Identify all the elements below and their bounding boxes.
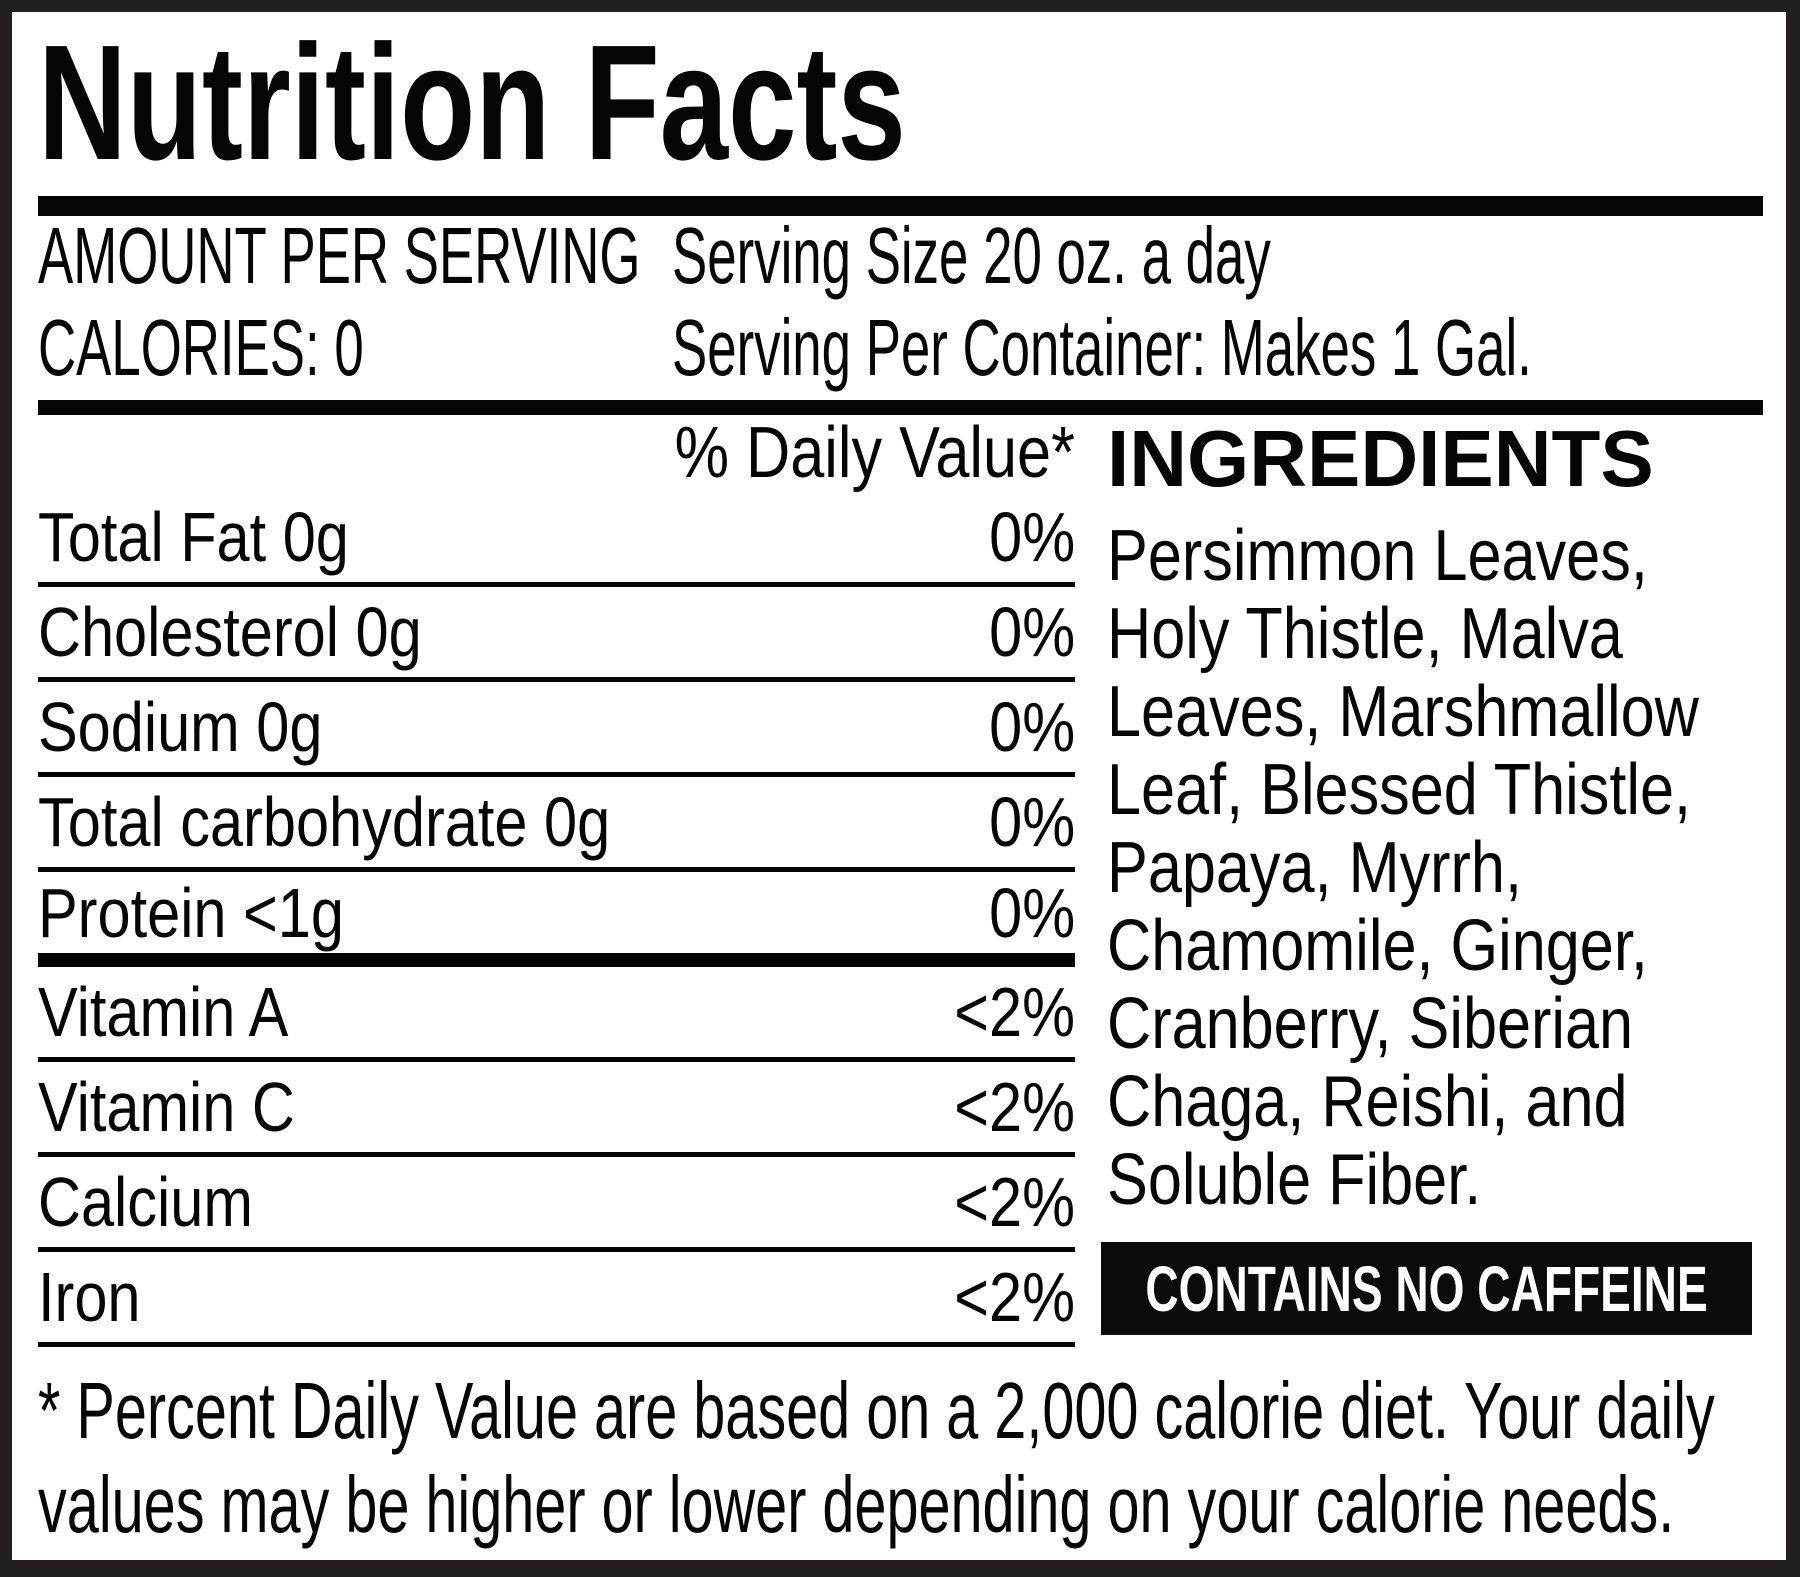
nutrient-row-vitamin-c (38, 1062, 1075, 1157)
nutrient-daily-value: 0% (989, 873, 1075, 952)
label-inner-panel (12, 12, 1786, 1560)
servings-per-container-label: Serving Per Container: Makes 1 Gal. (672, 303, 1532, 392)
nutrient-row-total-carbohydrate (38, 777, 1075, 872)
nutrient-row-cholesterol (38, 587, 1075, 682)
daily-value-footnote (38, 1364, 1786, 1552)
nutrient-daily-value: <2% (954, 1068, 1075, 1146)
ingredients-heading: INGREDIENTS (1107, 414, 1654, 503)
ingredients-line: Persimmon Leaves, (1107, 516, 1648, 596)
nutrient-name: Vitamin A (38, 973, 289, 1051)
ingredients-list (1107, 517, 1786, 1219)
nutrient-daily-value: <2% (954, 1258, 1075, 1336)
footnote-line-1: * Percent Daily Value are based on a 2,000 calorie diet. Your daily (38, 1366, 1715, 1455)
serving-size-label: Serving Size 20 oz. a day (672, 211, 1271, 300)
nutrient-row-total-fat (38, 492, 1075, 587)
nutrient-daily-value: 0% (989, 498, 1075, 576)
nutrient-name: Calcium (38, 1163, 253, 1241)
daily-value-header: % Daily Value* (674, 413, 1075, 493)
nutrient-row-protein (38, 872, 1075, 967)
caffeine-notice-banner (1101, 1242, 1752, 1335)
label-title (38, 12, 1195, 194)
nutrient-daily-value: 0% (989, 593, 1075, 671)
nutrient-daily-value: 0% (989, 688, 1075, 766)
nutrient-name: Protein <1g (38, 873, 344, 952)
ingredients-line: Chaga, Reishi, and (1107, 1062, 1628, 1142)
nutrient-name: Total carbohydrate 0g (38, 783, 611, 861)
nutrient-daily-value: <2% (954, 1163, 1075, 1241)
ingredients-line: Chamomile, Ginger, (1107, 906, 1648, 986)
nutrient-row-calcium (38, 1157, 1075, 1252)
nutrient-row-iron (38, 1252, 1075, 1347)
ingredients-line: Papaya, Myrrh, (1107, 828, 1522, 908)
nutrient-daily-value: 0% (989, 783, 1075, 861)
nutrient-name: Sodium 0g (38, 688, 323, 766)
ingredients-line: Leaf, Blessed Thistle, (1107, 750, 1692, 830)
amount-per-serving-label: AMOUNT PER SERVING (38, 211, 641, 300)
nutrient-row-vitamin-a (38, 967, 1075, 1062)
label-title-text: Nutrition Facts (38, 12, 906, 194)
calories-label: CALORIES: 0 (38, 303, 364, 392)
nutrient-name: Cholesterol 0g (38, 593, 422, 671)
nutrient-name: Iron (38, 1258, 141, 1336)
nutrient-row-sodium (38, 682, 1075, 777)
ingredients-line: Holy Thistle, Malva (1107, 594, 1623, 674)
caffeine-notice-text: CONTAINS NO CAFFEINE (1145, 1252, 1708, 1325)
nutrient-daily-value: <2% (954, 973, 1075, 1051)
nutrient-name: Vitamin C (38, 1068, 295, 1146)
footnote-line-2: values may be higher or lower depending on your calorie needs. (38, 1460, 1675, 1549)
ingredients-line: Cranberry, Siberian (1107, 984, 1634, 1064)
ingredients-line: Leaves, Marshmallow (1107, 672, 1699, 752)
ingredients-line: Soluble Fiber. (1107, 1140, 1482, 1220)
nutrient-name: Total Fat 0g (38, 498, 349, 576)
